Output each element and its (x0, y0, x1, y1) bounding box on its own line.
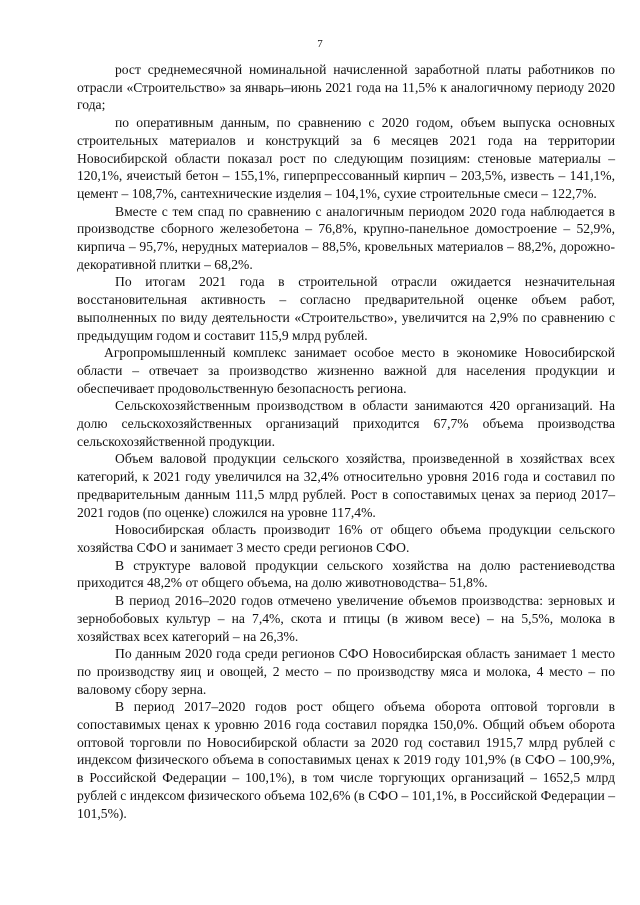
page-number: 7 (317, 38, 323, 50)
paragraph-agri-organizations: Сельскохозяйственным производством в области занимаются 420 организаций. На долю сельскохозяйственных организаций приходится 67,7% объема производства сельскохозяйственной продукции. (77, 398, 615, 449)
paragraph-output-structure: В структуре валовой продукции сельского хозяйства на долю растениеводства приходится 48,2% от общего объема, на долю животноводства– 51,8%. (77, 557, 615, 591)
paragraph-wages-growth: рост среднемесячной номинальной начисленной заработной платы работников по отрасли «Строительство» за январь–июнь 2021 года на 11,5% к аналогичному периоду 2020 года; (77, 62, 615, 113)
paragraph-sfo-share: Новосибирская область производит 16% от общего объема продукции сельского хозяйства СФО и занимает 3 место среди регионов СФО. (77, 522, 615, 555)
body-text (77, 61, 615, 822)
paragraph-construction-forecast: По итогам 2021 года в строительной отрасли ожидается незначительная восстановительная активность – согласно предварительной оценке объем работ, выполненных по виду деятельности «Строительство», увеличится на 2,9% по сравнению с предыдущим годом и составит 115,9 млрд рублей. (77, 274, 615, 343)
paragraph-building-materials-growth: по оперативным данным, по сравнению с 2020 годом, объем выпуска основных строительных материалов и конструкций за 6 месяцев 2021 года на территории Новосибирской области показал рост по следующим позициям: стеновые материалы – 120,1%, ячеистый бетон – 155,1%, гиперпрессованный кирпич – 203,5%, известь – 141,1%, цемент – 108,7%, сантехнические изделия – 104,1%, сухие строительные смеси – 122,7%. (77, 115, 615, 201)
paragraph-region-ranking: По данным 2020 года среди регионов СФО Новосибирская область занимает 1 место по производству яиц и овощей, 2 место – по производству мяса и молока, 4 место – по валовому сбору зерна. (77, 646, 615, 697)
paragraph-gross-output: Объем валовой продукции сельского хозяйства, произведенной в хозяйствах всех категорий, к 2021 году увеличился на 32,4% относительно уровня 2016 года и составил по предварительным данным 111,5 млрд рублей. Рост в сопоставимых ценах за период 2017–2021 годов (по оценке) сложился на уровне 117,4%. (77, 451, 615, 520)
paragraph-agro-complex: Агропромышленный комплекс занимает особое место в экономике Новосибирской области – отвечает за производство жизненно важной для населения продукции и обеспечивает продовольственную безопасность региона. (77, 345, 615, 396)
paragraph-production-volumes: В период 2016–2020 годов отмечено увеличение объемов производства: зерновых и зернобобовых культур – на 7,4%, скота и птицы (в живом весе) – на 5,5%, молока в хозяйствах всех категорий – на 26,3%. (77, 593, 615, 644)
paragraph-wholesale-trade: В период 2017–2020 годов рост общего объема оборота оптовой торговли в сопоставимых ценах к уровню 2016 года составил порядка 150,0%. Общий объем оборота оптовой торговли по Новосибирской области за 2020 год составил 1915,7 млрд рублей с индексом физического объема в сопоставимых ценах к 2019 году 101,9% (в СФО – 100,9%, в Российской Федерации – 100,1%), в том числе торгующих организаций – 1652,5 млрд рублей с индексом физического объема 102,6% (в СФО – 101,1%, в Российской Федерации – 101,5%). (77, 699, 615, 821)
paragraph-production-decline: Вместе с тем спад по сравнению с аналогичным периодом 2020 года наблюдается в производстве сборного железобетона – 76,8%, крупно-панельное домостроение – 52,9%, кирпича – 95,7%, нерудных материалов – 88,5%, кровельных материалов – 88,2%, дорожно-декоративной плитки – 68,2%. (77, 203, 615, 272)
